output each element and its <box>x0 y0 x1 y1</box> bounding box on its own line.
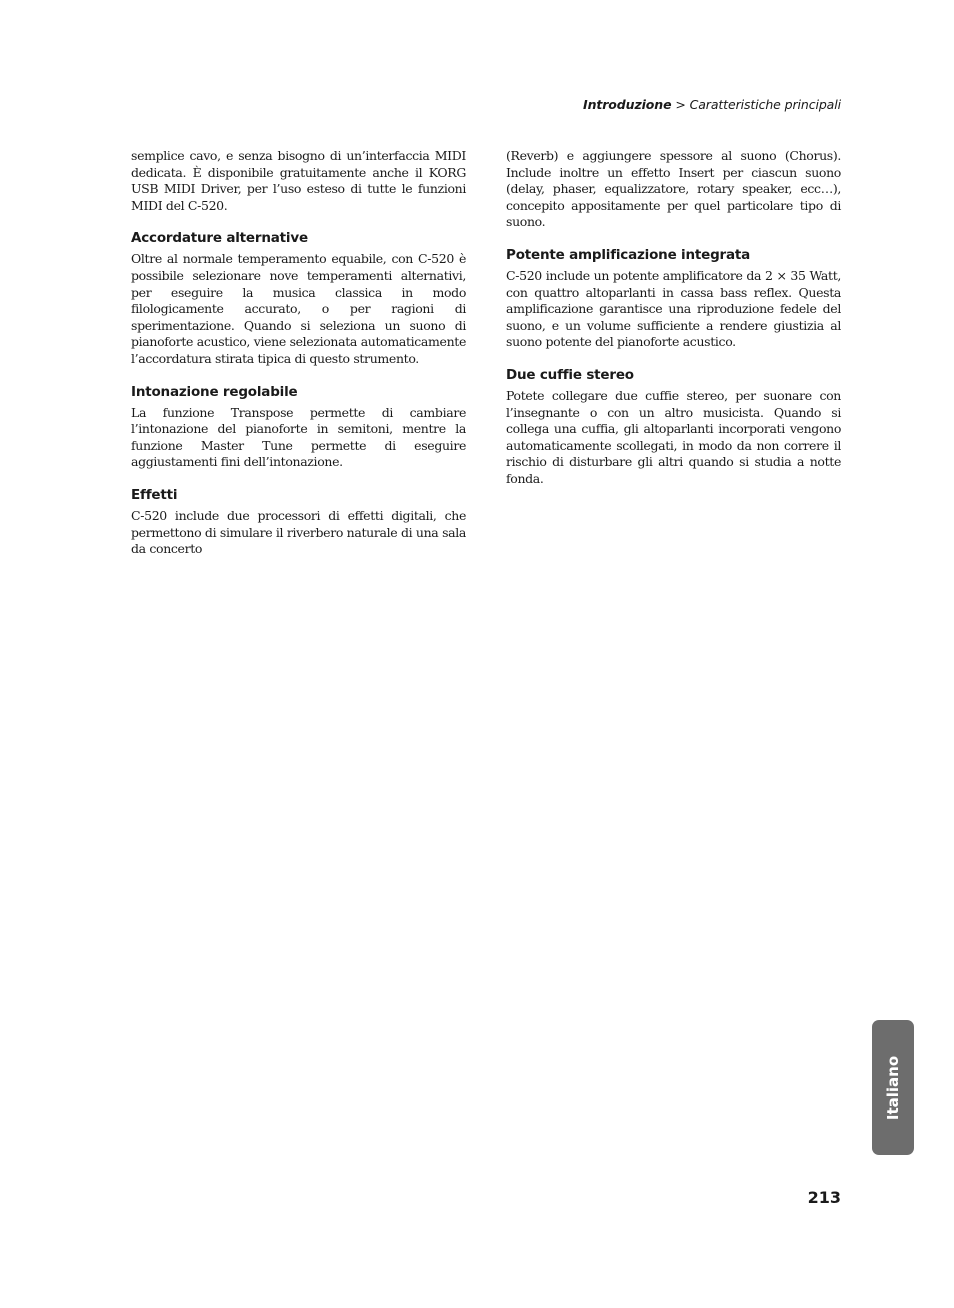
section-body-cuffie: Potete collegare due cuffie stereo, per suonare con l’insegnante o con un altro musicista. Quando si collega una cuffia, gli altoparlanti incorporati vengono automaticamente scollegati, in modo da non correre il rischio di disturbare gli altri quando si studia a notte fonda. <box>506 387 841 486</box>
page-number: 213 <box>807 1188 841 1207</box>
language-tab <box>872 1020 914 1155</box>
section-body-effetti: C-520 include due processori di effetti digitali, che permettono di simulare il riverbero naturale di una sala da concerto <box>131 507 466 557</box>
section-heading-effetti: Effetti <box>131 486 178 503</box>
left-column <box>131 148 466 558</box>
section-body-intonazione: La funzione Transpose permette di cambiare l’intonazione del pianoforte in semitoni, mentre la funzione Master Tune permette di eseguire aggiustamenti fini dell’intonazione. <box>131 404 466 470</box>
right-column <box>506 148 841 488</box>
header-subsection: Caratteristiche principali <box>689 97 841 112</box>
section-heading-amplificazione: Potente amplificazione integrata <box>506 246 751 263</box>
right-intro-paragraph: (Reverb) e aggiungere spessore al suono (Chorus). Include inoltre un effetto Insert per ciascun suono (delay, phaser, equalizzatore, rotary speaker, ecc…), concepito appositamente per quel particolare tipo di suono. <box>506 148 841 230</box>
section-heading-cuffie: Due cuffie stereo <box>506 366 634 383</box>
header-separator: > <box>671 97 690 112</box>
header-section: Introduzione <box>583 97 672 112</box>
section-heading-accordature: Accordature alternative <box>131 230 308 247</box>
language-tab-label: Italiano <box>884 1055 903 1120</box>
section-body-amplificazione: C-520 include un potente amplificatore da 2 × 35 Watt, con quattro altoparlanti in cassa bass reflex. Questa amplificazione garantisce una riproduzione fedele del suono, e un volume sufficiente a rendere giustizia al suono potente del pianoforte acustico. <box>506 267 841 350</box>
running-header <box>583 97 841 112</box>
left-intro-paragraph: semplice cavo, e senza bisogno di un’interfaccia MIDI dedicata. È disponibile gratuitamente anche il KORG USB MIDI Driver, per l’uso esteso di tutte le funzioni MIDI del C-520. <box>131 148 466 213</box>
section-heading-intonazione: Intonazione regolabile <box>131 383 298 400</box>
section-body-accordature: Oltre al normale temperamento equabile, con C-520 è possibile selezionare nove temperamenti alternativi, per eseguire la musica classica in modo filologicamente accurato, o per ragioni di sperimentazione. Quando si seleziona un suono di pianoforte acustico, viene selezionata automaticamente l’accordatura stirata tipica di questo strumento. <box>131 251 466 366</box>
